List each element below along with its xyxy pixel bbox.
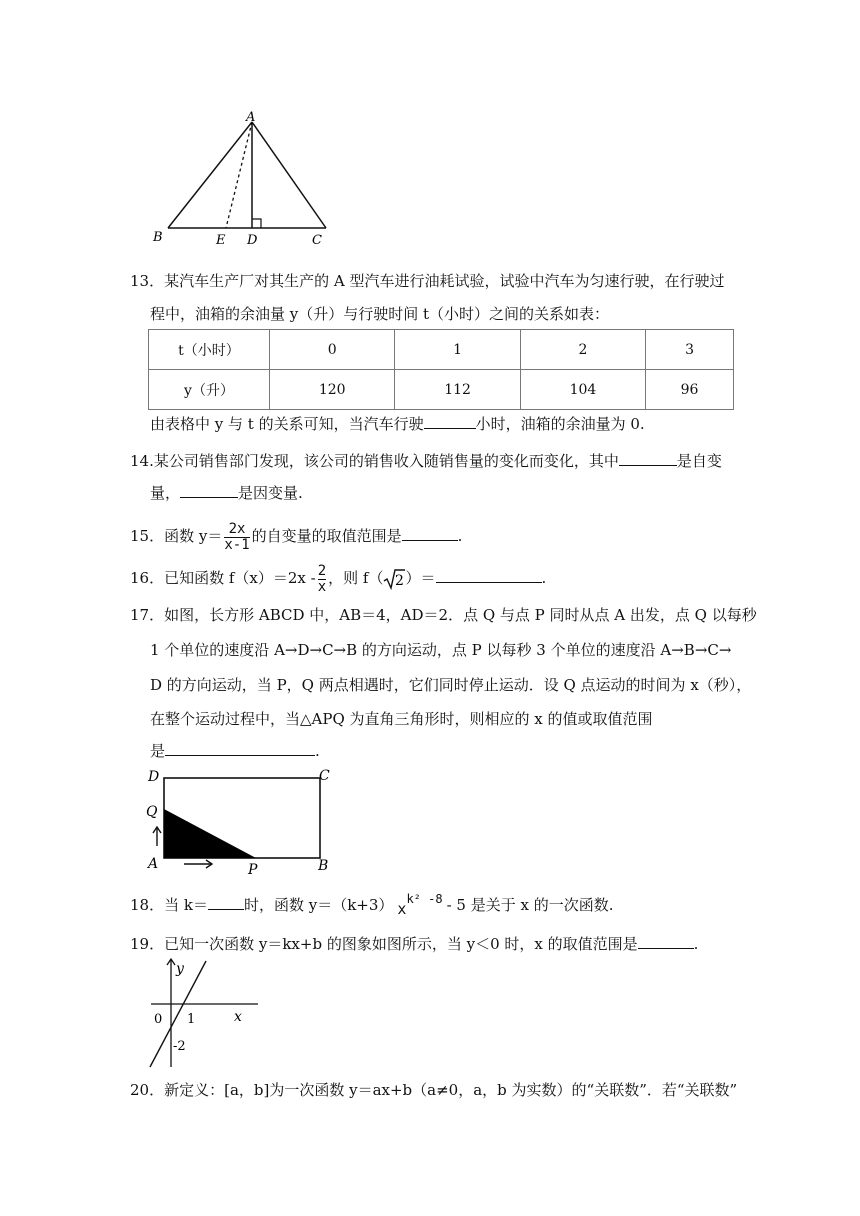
answer-blank[interactable] — [638, 934, 694, 949]
q14-text2a: 量， — [150, 484, 181, 502]
q19-end: . — [693, 935, 699, 953]
label-e: E — [216, 233, 226, 248]
q16-fraction — [318, 564, 326, 595]
q17-line3 — [150, 675, 751, 695]
q17-line1 — [130, 605, 757, 625]
label-c: C — [319, 768, 330, 784]
q17-text2: 1 个单位的速度沿 A→D→C→B 的方向运动，点 P 以每秒 3 个单位的速度沿 A→B→C→ — [150, 641, 732, 659]
table-cell: 112 — [395, 370, 520, 410]
rectangle-figure — [144, 766, 344, 880]
q16-number: 16． — [130, 569, 165, 587]
q17-text5: 是 — [150, 742, 166, 760]
q16-end: . — [541, 569, 547, 587]
answer-blank[interactable] — [208, 895, 244, 910]
q20-line — [130, 1080, 737, 1100]
q20-number: 20． — [130, 1081, 165, 1099]
answer-blank[interactable] — [180, 483, 238, 498]
q18-number: 18． — [130, 896, 165, 914]
q13-text2: 程中，油箱的余油量 y（升）与行驶时间 t（小时）之间的关系如表： — [150, 305, 610, 323]
q17-line2 — [150, 640, 731, 660]
q18-b: 时，函数 y＝（k+3） — [243, 896, 394, 914]
table-cell: 2 — [520, 330, 645, 370]
q17-end: . — [315, 742, 320, 760]
sqrt-symbol — [383, 568, 405, 590]
q14-text2b: 是因变量. — [238, 484, 303, 502]
q17-text4: 在整个运动过程中，当△APQ 为直角三角形时，则相应的 x 的值或取值范围 — [150, 710, 653, 728]
label-origin: 0 — [154, 1012, 163, 1027]
q16-numerator: 2 — [317, 562, 327, 579]
label-x: x — [234, 1009, 242, 1025]
q13-line1 — [130, 271, 724, 291]
table-header-t: t（小时） — [149, 330, 270, 370]
linear-graph-figure — [148, 955, 260, 1071]
label-q: Q — [146, 804, 158, 820]
q13-table — [148, 329, 734, 410]
q16-after: ）＝ — [405, 569, 436, 587]
table-cell: 120 — [270, 370, 395, 410]
table-cell: 104 — [520, 370, 645, 410]
q19-number: 19． — [130, 935, 165, 953]
table-header-y: y（升） — [149, 370, 270, 410]
q16-prefix: 已知函数 f（x）＝2x - — [164, 569, 316, 587]
answer-blank[interactable] — [436, 568, 542, 583]
answer-blank[interactable] — [165, 741, 315, 756]
q15-number: 15． — [130, 527, 165, 545]
q14-text1a: 某公司销售部门发现，该公司的销售收入随销售量的变化而变化，其中 — [153, 452, 619, 470]
q18-a: 当 k＝ — [164, 896, 208, 914]
q15-suffix: 的自变量的取值范围是 — [251, 527, 402, 545]
q17-line4 — [150, 709, 653, 729]
q13-answer-line — [150, 414, 645, 434]
q14-line2 — [150, 483, 303, 503]
label-b: B — [318, 858, 329, 874]
label-b: B — [153, 230, 163, 245]
label-a: A — [246, 110, 256, 125]
q16-radicand: 2 — [395, 573, 405, 589]
label-d: D — [148, 769, 160, 785]
q18-base: x — [397, 900, 407, 918]
q15-prefix: 函数 y＝ — [164, 527, 223, 545]
q17-text1: 如图，长方形 ABCD 中，AB＝4，AD＝2．点 Q 与点 P 同时从点 A 出发，点 Q 以每秒 — [164, 606, 757, 624]
q17-line5 — [150, 741, 320, 761]
q18-c: - 5 是关于 x 的一次函数. — [446, 896, 614, 914]
q15-denominator: x-1 — [224, 536, 250, 553]
table-cell: 96 — [646, 370, 734, 410]
answer-blank[interactable] — [402, 526, 458, 541]
label-p: P — [248, 862, 258, 878]
q18-exp: k² -8 — [406, 892, 443, 906]
label-a: A — [148, 856, 159, 872]
q16-mid: ，则 f（ — [328, 569, 384, 587]
q15-line — [130, 517, 462, 555]
q15-numerator: 2x — [228, 520, 246, 537]
q16-line — [130, 558, 546, 598]
table-cell: 1 — [395, 330, 520, 370]
table-row — [149, 330, 734, 370]
q15-fraction — [224, 522, 249, 553]
q20-text: 新定义：[a，b]为一次函数 y＝ax+b（a≠0，a，b 为实数）的“关联数”．若“关联数” — [164, 1081, 738, 1099]
label-neg2: -2 — [173, 1039, 186, 1054]
q13-text1: 某汽车生产厂对其生产的 A 型汽车进行油耗试验，试验中汽车为匀速行驶，在行驶过 — [164, 272, 725, 290]
label-one: 1 — [187, 1012, 196, 1027]
q13-number: 13． — [130, 272, 165, 290]
q15-end: . — [457, 527, 463, 545]
q16-denominator: x — [317, 578, 327, 595]
q14-text1b: 是自变 — [676, 452, 722, 470]
table-row — [149, 370, 734, 410]
label-y: y — [176, 961, 184, 977]
label-d: D — [247, 233, 258, 248]
label-c: C — [312, 233, 322, 248]
answer-blank[interactable] — [424, 414, 476, 429]
q13-after-b: 小时，油箱的余油量为 0. — [475, 415, 645, 433]
table-cell: 3 — [646, 330, 734, 370]
q19-text: 已知一次函数 y＝kx+b 的图象如图所示，当 y＜0 时，x 的取值范围是 — [164, 935, 638, 953]
q18-power — [397, 892, 443, 918]
answer-blank[interactable] — [619, 451, 677, 466]
q13-line2 — [150, 304, 609, 324]
q17-text3: D 的方向运动，当 P，Q 两点相遇时，它们同时停止运动．设 Q 点运动的时间为 x（秒）， — [150, 676, 752, 694]
q14-line1 — [130, 451, 722, 471]
q13-after-a: 由表格中 y 与 t 的关系可知，当汽车行驶 — [150, 415, 424, 433]
q18-line — [130, 892, 613, 919]
q17-number: 17． — [130, 606, 165, 624]
triangle-figure — [148, 108, 338, 248]
q19-line — [130, 934, 698, 954]
q14-number: 14. — [130, 452, 154, 470]
table-cell: 0 — [270, 330, 395, 370]
